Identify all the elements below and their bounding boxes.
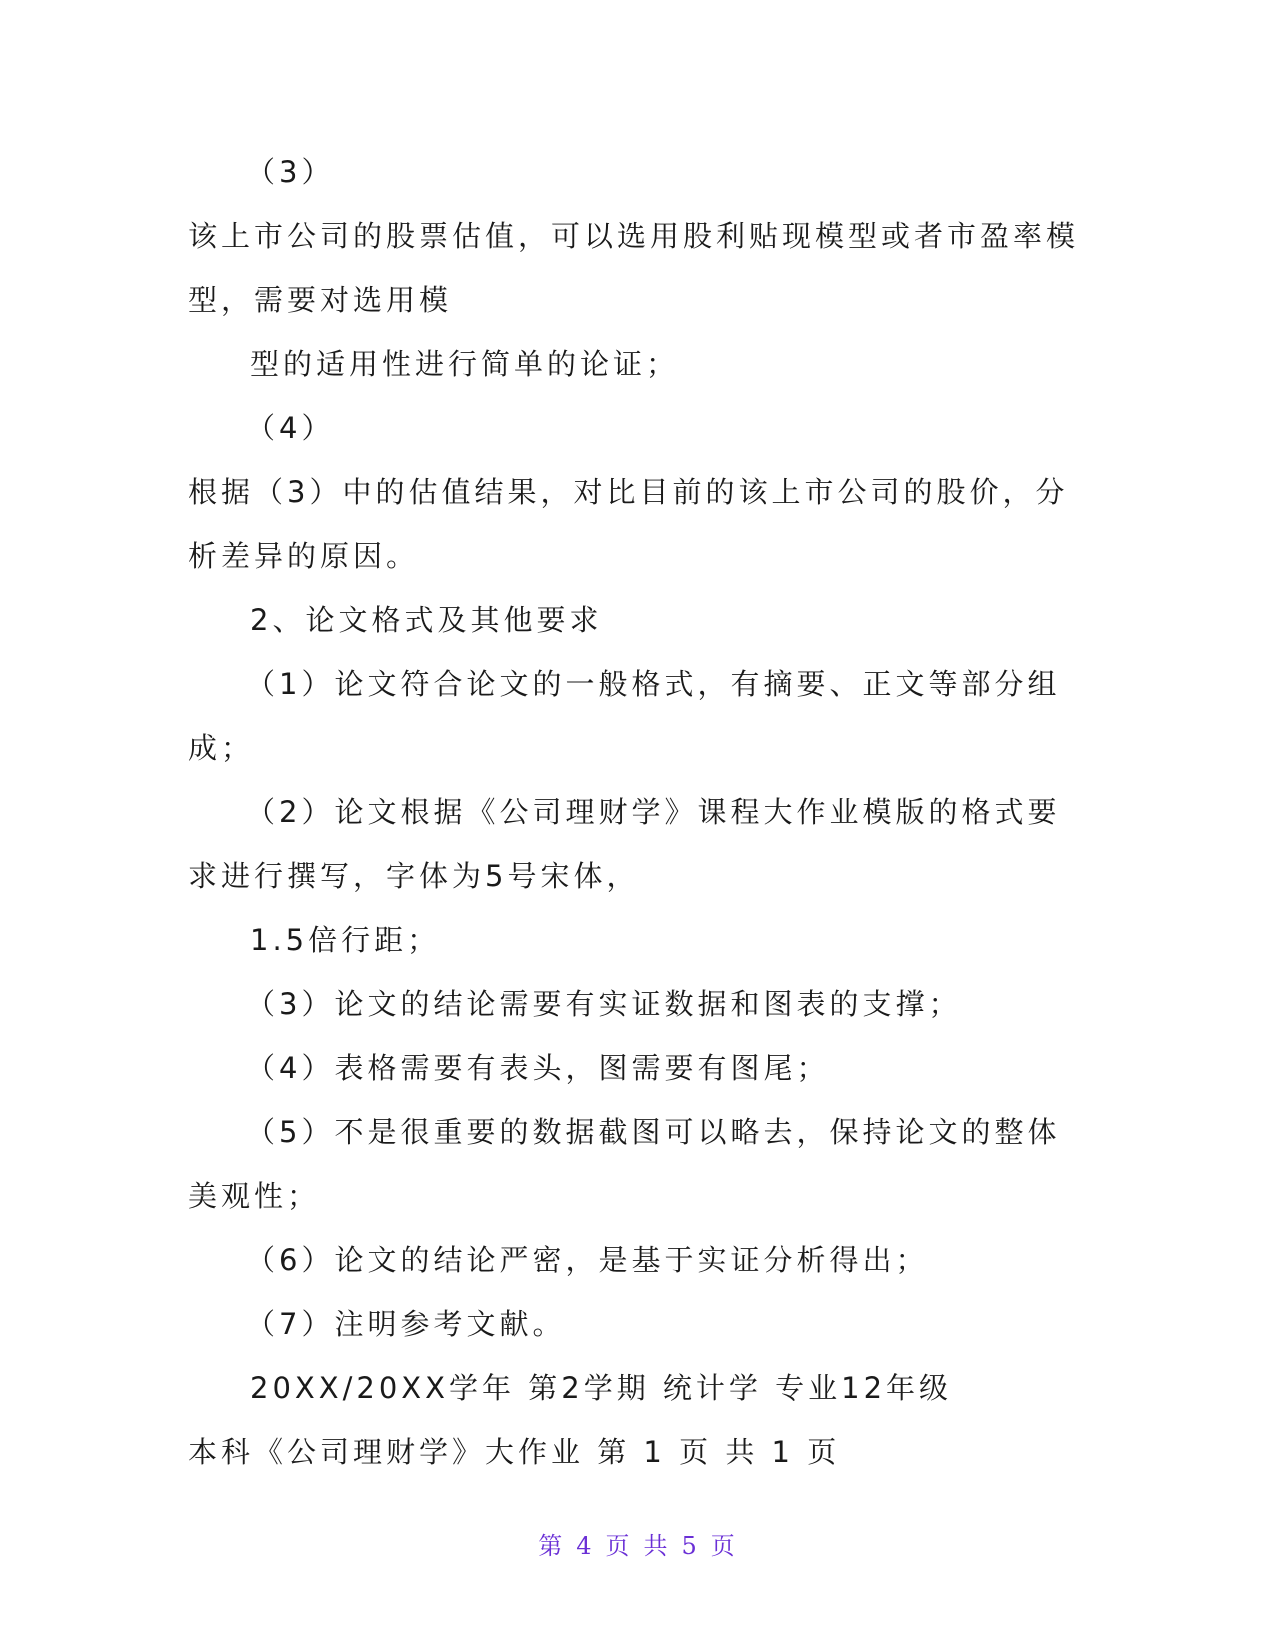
footer-current-page: 4	[576, 1532, 594, 1560]
paragraph-line: 型，需要对选用模	[188, 283, 453, 317]
paragraph-line: 求进行撰写，字体为5号宋体，	[188, 859, 640, 893]
paragraph-line: 析差异的原因。	[188, 539, 420, 573]
paragraph-line: 美观性；	[188, 1179, 321, 1213]
footer-ye: 页	[605, 1532, 632, 1560]
footer-di: 第	[538, 1532, 565, 1560]
paragraph-line: （1）论文符合论文的一般格式，有摘要、正文等部分组	[246, 667, 1061, 701]
paragraph-line: 成；	[188, 731, 255, 765]
document-body	[188, 140, 1088, 1484]
paragraph-line: （7）注明参考文献。	[246, 1307, 566, 1341]
paragraph-line: 型的适用性进行简单的论证；	[250, 347, 680, 381]
paragraph-line: 本科《公司理财学》大作业 第 1 页 共 1 页	[188, 1435, 841, 1469]
paragraph-line: （4）表格需要有表头，图需要有图尾；	[246, 1051, 830, 1085]
paragraph-line: 该上市公司的股票估值，可以选用股利贴现模型或者市盈率模	[188, 219, 1080, 253]
paragraph-line: 1.5倍行距；	[250, 923, 441, 957]
paragraph-line: 根据（3）中的估值结果，对比目前的该上市公司的股价，分	[188, 475, 1069, 509]
footer-gong: 共	[643, 1532, 670, 1560]
paragraph-line: 20XX/20XX学年 第2学期 统计学 专业12年级	[250, 1371, 953, 1405]
paragraph-line: （3）论文的结论需要有实证数据和图表的支撑；	[246, 987, 962, 1021]
page-footer	[0, 1526, 1275, 1561]
section-heading: 2、论文格式及其他要求	[250, 603, 603, 637]
paragraph-line: （5）不是很重要的数据截图可以略去，保持论文的整体	[246, 1115, 1061, 1149]
paragraph-line: （2）论文根据《公司理财学》课程大作业模版的格式要	[246, 795, 1061, 829]
paragraph-line: （6）论文的结论严密，是基于实证分析得出；	[246, 1243, 929, 1277]
paragraph-line: （3）	[246, 155, 335, 189]
footer-ye: 页	[710, 1532, 737, 1560]
paragraph-line: （4）	[246, 411, 335, 445]
footer-total-pages: 5	[681, 1532, 699, 1560]
